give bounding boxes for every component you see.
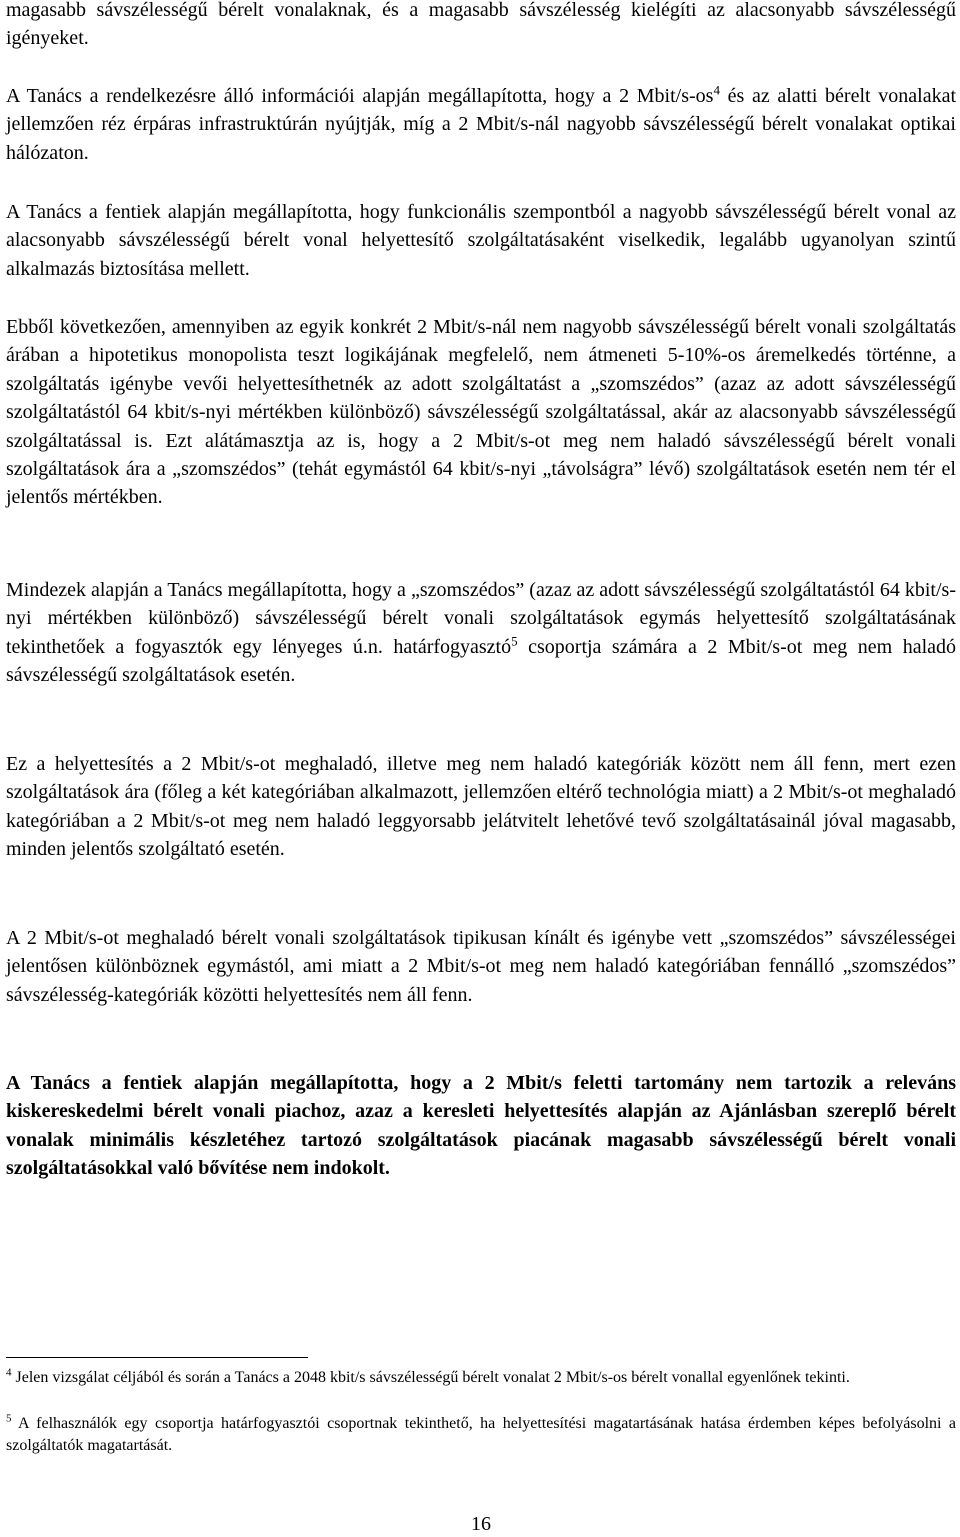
footnote-number: 4	[6, 1366, 12, 1379]
footnote-number: 5	[6, 1412, 12, 1425]
footnote-5	[6, 1413, 956, 1456]
paragraph-2-text-a: A Tanács a rendelkezésre álló információi alapján megállapította, hogy a 2 Mbit/s-os	[6, 85, 714, 107]
conclusion-paragraph: A Tanács a fentiek alapján megállapította, hogy a 2 Mbit/s feletti tartomány nem tartozik a releváns kiskereskedelmi bérelt vonali piachoz, azaz a keresleti helyettesítés alapján az Ajánlásban szereplő bérelt vonalak minimális készletéhez tartozó szolgáltatások piacának magasabb sávszélességű bérelt vonali szolgáltatásokkal való bővítése nem indokolt.	[6, 1072, 956, 1180]
paragraph-5-text-a: Mindezek alapján a Tanács megállapította, hogy a „szomszédos” (azaz az adott sávszélességű szolgáltatástól 64 kbit/s-nyi mértékben különböző) sávszélességű bérelt vonali szolgáltatások egymás helyettesítő szolgáltatásának tekinthetőek a fogyasztók egy lényeges ú.n. határfogyasztó	[6, 579, 956, 658]
footnote-ref-4[interactable]: 4	[713, 82, 720, 98]
footnote-text: A felhasználók egy csoportja határfogyasztói csoportnak tekinthető, ha helyettesítési magatartásának hatása érdemben képes befolyásolni a szolgáltatók magatartását.	[6, 1415, 956, 1454]
paragraph-2	[6, 82, 956, 167]
paragraph-4: Ebből következően, amennyiben az egyik konkrét 2 Mbit/s-nál nem nagyobb sávszélességű bérelt vonali szolgáltatás árában a hipotetikus monopolista teszt logikájának megfelelő, nem átmeneti 5-10%-os áremelkedés történne, a szolgáltatás igénybe vevői helyettesíthetnék az adott szolgáltatást a „szomszédos” (azaz az adott sávszélességű szolgáltatástól 64 kbit/s-nyi mértékben különböző) sávszélességű szolgáltatással, akár az alacsonyabb sávszélességű szolgáltatással is. Ezt alátámasztja az is, hogy a 2 Mbit/s-ot meg nem haladó sávszélességű bérelt vonali szolgáltatások ára a „szomszédos” (tehát egymástól 64 kbit/s-nyi „távolságra” lévő) szolgáltatások esetén nem tér el jelentős mértékben.	[6, 316, 956, 509]
paragraph-2-text-b: és az alatti bérelt vonalakat jellemzően réz érpáras infrastruktúrán nyújtják, míg a 2 Mbit/s-nál nagyobb sávszélességű bérelt vonalakat optikai hálózaton.	[6, 85, 956, 164]
paragraph-3: A Tanács a fentiek alapján megállapította, hogy funkcionális szempontból a nagyobb sávszélességű bérelt vonal az alacsonyabb sávszélességű bérelt vonal helyettesítő szolgáltatásaként viselkedik, legalább ugyanolyan szintű alkalmazás biztosítása mellett.	[6, 201, 956, 280]
page-number: 16	[471, 1513, 491, 1535]
paragraph-5-text-b: csoportja számára a 2 Mbit/s-ot meg nem haladó sávszélességű szolgáltatások esetén.	[6, 635, 956, 687]
paragraph-5	[6, 576, 956, 690]
footnote-text: Jelen vizsgálat céljából és során a Tanács a 2048 kbit/s sávszélességű bérelt vonalat 2 Mbit/s-os bérelt vonallal egyenlőnek tekinti.	[11, 1369, 850, 1386]
footnote-4	[6, 1367, 956, 1389]
footnote-ref-5[interactable]: 5	[511, 633, 518, 649]
paragraph-1: magasabb sávszélességű bérelt vonalaknak, és a magasabb sávszélesség kielégíti az alacsonyabb sávszélességű igényeket.	[6, 0, 956, 50]
footnote-separator	[6, 1357, 308, 1358]
paragraph-6: Ez a helyettesítés a 2 Mbit/s-ot meghaladó, illetve meg nem haladó kategóriák között nem áll fenn, mert ezen szolgáltatások ára (főleg a két kategóriában alkalmazott, jellemzően eltérő technológia miatt) a 2 Mbit/s-ot meghaladó kategóriában a 2 Mbit/s-ot meg nem haladó leggyorsabb jelátvitelt lehetővé tevő szolgáltatásainál jóval magasabb, minden jelentős szolgáltató esetén.	[6, 753, 956, 861]
paragraph-7: A 2 Mbit/s-ot meghaladó bérelt vonali szolgáltatások tipikusan kínált és igénybe vett „szomszédos” sávszélességei jelentősen különböznek egymástól, ami miatt a 2 Mbit/s-ot meg nem haladó kategóriában fennálló „szomszédos” sávszélesség-kategóriák közötti helyettesítés nem áll fenn.	[6, 927, 956, 1006]
